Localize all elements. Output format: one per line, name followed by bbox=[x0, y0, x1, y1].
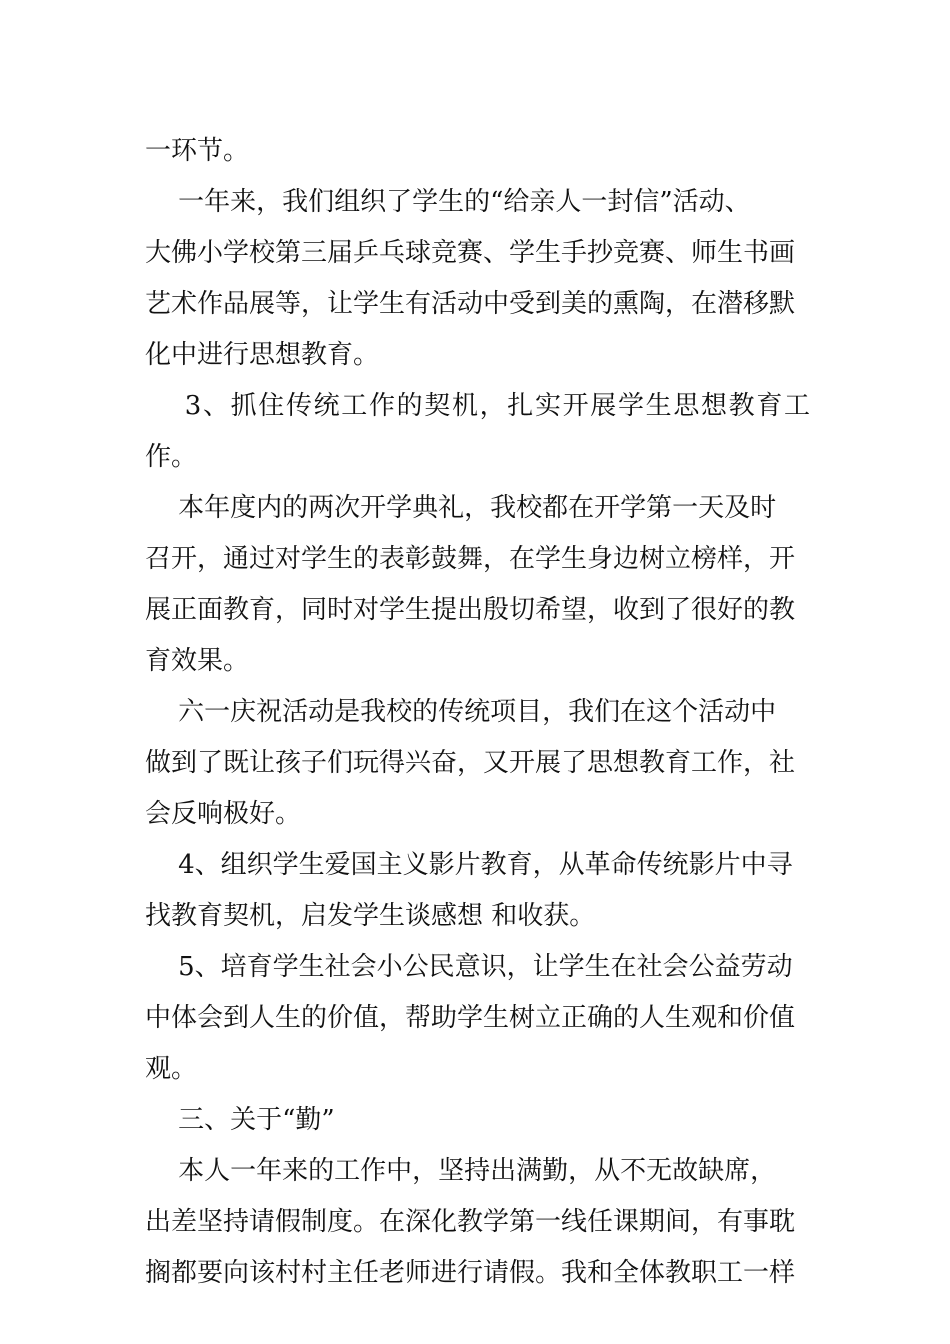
text-line: 一环节。 bbox=[145, 136, 250, 166]
text-line: 召开，通过对学生的表彰鼓舞，在学生身边树立榜样，开 bbox=[145, 544, 796, 574]
text-line: 本年度内的两次开学典礼，我校都在开学第一天及时 bbox=[145, 493, 777, 523]
text-line: 展正面教育，同时对学生提出殷切希望，收到了很好的教 bbox=[145, 595, 796, 625]
text-line: 艺术作品展等，让学生有活动中受到美的熏陶，在潜移默 bbox=[145, 289, 796, 319]
section-heading: 三、关于“勤” bbox=[145, 1105, 335, 1135]
text-line: 一年来，我们组织了学生的“给亲人一封信”活动、 bbox=[145, 187, 751, 217]
text-line: 观。 bbox=[145, 1054, 198, 1084]
text-line: 5、培育学生社会小公民意识，让学生在社会公益劳动 bbox=[145, 952, 793, 982]
document-body bbox=[145, 126, 810, 1299]
text-line: 搁都要向该村村主任老师进行请假。我和全体教职工一样 bbox=[145, 1258, 796, 1288]
text-line: 找教育契机，启发学生谈感想 和收获。 bbox=[145, 901, 596, 931]
text-line: 出差坚持请假制度。在深化教学第一线任课期间，有事耽 bbox=[145, 1207, 796, 1237]
text-line: 4、组织学生爱国主义影片教育，从革命传统影片中寻 bbox=[145, 850, 793, 880]
text-line: 大佛小学校第三届乒乓球竞赛、学生手抄竞赛、师生书画 bbox=[145, 238, 796, 268]
text-line: 化中进行思想教育。 bbox=[145, 340, 380, 370]
text-line: 会反响极好。 bbox=[145, 799, 302, 829]
text-line: 六一庆祝活动是我校的传统项目，我们在这个活动中 bbox=[145, 697, 777, 727]
text-line: 做到了既让孩子们玩得兴奋，又开展了思想教育工作，社 bbox=[145, 748, 796, 778]
text-line: 本人一年来的工作中，坚持出满勤，从不无故缺席， bbox=[145, 1156, 777, 1186]
text-line: 育效果。 bbox=[145, 646, 250, 676]
text-line: 3、抓住传统工作的契机，扎实开展学生思想教育工作。 bbox=[145, 391, 810, 472]
text-line: 中体会到人生的价值，帮助学生树立正确的人生观和价值 bbox=[145, 1003, 796, 1033]
